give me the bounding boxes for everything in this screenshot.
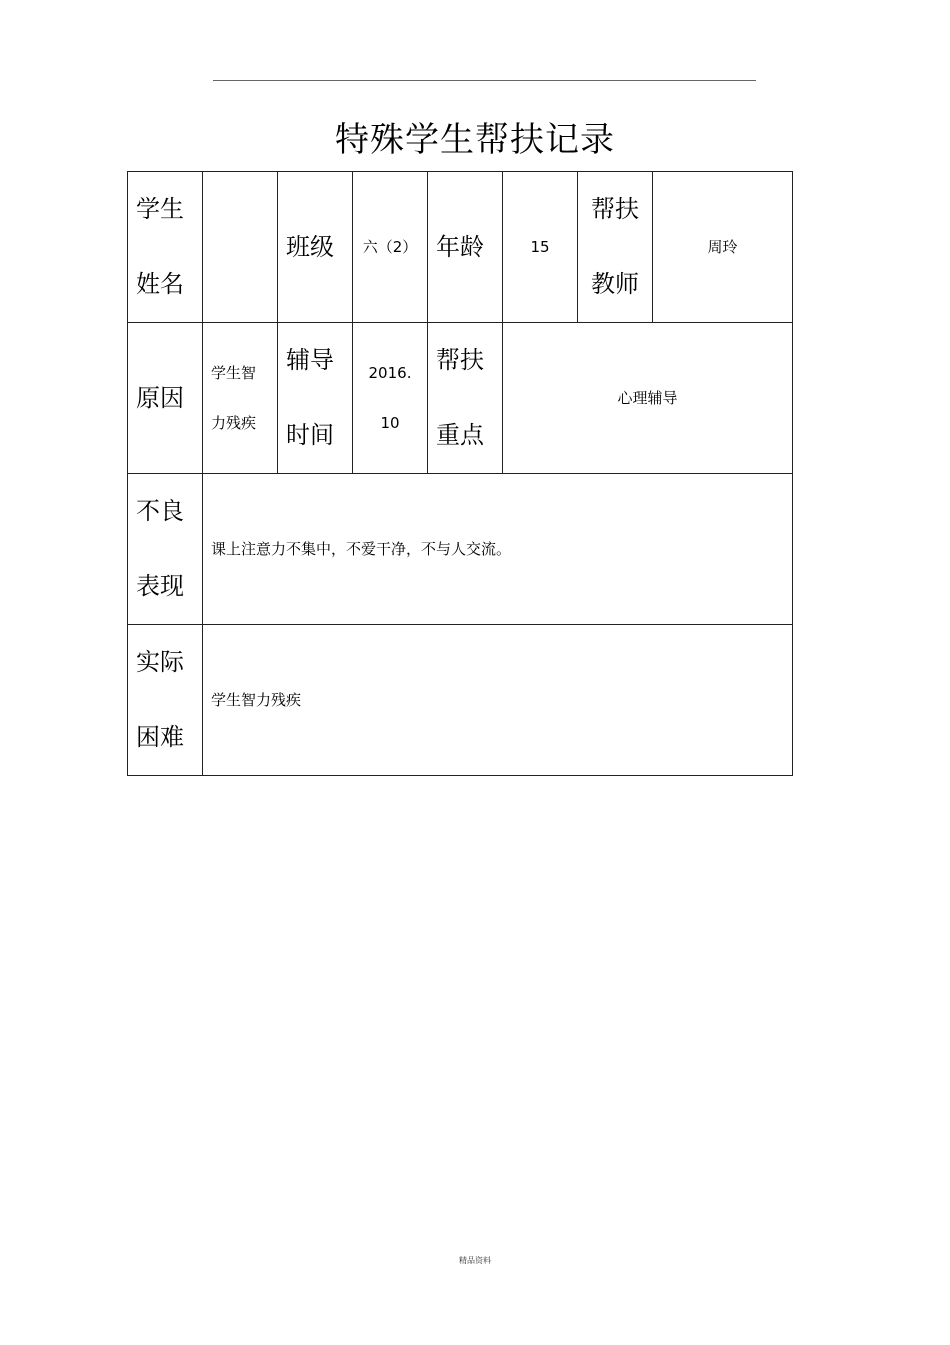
page-footer: 精品资料: [459, 1256, 491, 1265]
behavior-label-cell: [128, 474, 203, 625]
focus-value: 心理辅导: [617, 389, 678, 407]
teacher-label-cell: [578, 172, 653, 323]
age-value: 15: [530, 238, 550, 256]
assistance-record-table: [127, 171, 793, 776]
focus-label-cell: [428, 323, 503, 474]
age-value-cell: [503, 172, 578, 323]
student-name-label-cell: [128, 172, 203, 323]
class-value-cell: [353, 172, 428, 323]
table-row-reason: [128, 323, 793, 474]
behavior-value-cell: [203, 474, 793, 625]
focus-value-cell: [503, 323, 793, 474]
behavior-label: 不良 表现: [136, 497, 184, 600]
time-label: 辅导 时间: [286, 346, 334, 449]
reason-value: 学生智 力残疾: [211, 364, 257, 432]
reason-label: 原因: [136, 383, 184, 412]
age-label-cell: [428, 172, 503, 323]
time-value: 2016. 10: [368, 364, 412, 432]
student-name-label: 学生 姓名: [136, 195, 184, 298]
teacher-value-cell: [653, 172, 793, 323]
difficulty-label: 实际 困难: [136, 648, 184, 751]
teacher-label: 帮扶 教师: [591, 195, 639, 298]
class-label-cell: [278, 172, 353, 323]
table-row-difficulty: [128, 625, 793, 776]
time-value-cell: [353, 323, 428, 474]
behavior-value: 课上注意力不集中，不爱干净，不与人交流。: [211, 540, 512, 558]
student-name-value-cell: [203, 172, 278, 323]
class-value: 六（2）: [362, 238, 418, 256]
teacher-value: 周玲: [707, 238, 738, 256]
focus-label: 帮扶 重点: [436, 346, 484, 449]
difficulty-value: 学生智力残疾: [211, 691, 302, 709]
reason-label-cell: [128, 323, 203, 474]
page-title: 特殊学生帮扶记录: [335, 120, 615, 160]
table-row-behavior: [128, 474, 793, 625]
class-label: 班级: [286, 232, 334, 261]
difficulty-label-cell: [128, 625, 203, 776]
difficulty-value-cell: [203, 625, 793, 776]
header-rule: [213, 80, 756, 81]
reason-value-cell: [203, 323, 278, 474]
age-label: 年龄: [436, 232, 484, 261]
time-label-cell: [278, 323, 353, 474]
table-row-student: [128, 172, 793, 323]
